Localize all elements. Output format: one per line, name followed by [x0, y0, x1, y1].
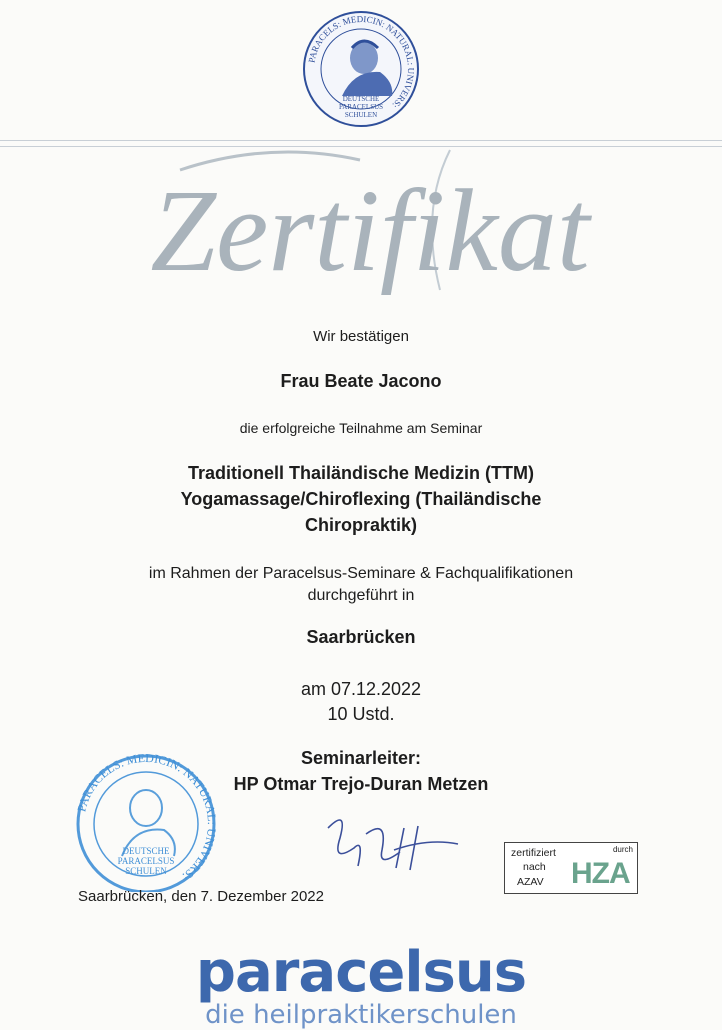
- seminar-date: am 07.12.2022: [300, 679, 422, 699]
- seminar-line-1: Traditionell Thailändische Medizin (TTM): [187, 463, 535, 483]
- cert-line-3: AZAV: [517, 876, 544, 888]
- seal-ring-text: PARACELS: MEDICIN: NATURAL: UNIVERS:: [306, 13, 417, 111]
- leader-name: HP Otmar Trejo-Duran Metzen: [233, 774, 489, 794]
- location: Saarbrücken: [306, 627, 416, 647]
- paracelsus-seal: [302, 10, 420, 128]
- intro-text: Wir bestätigen: [313, 328, 409, 345]
- seminar-title: [0, 460, 722, 538]
- cert-line-1: zertifiziert: [511, 847, 556, 859]
- place-date: Saarbrücken, den 7. Dezember 2022: [78, 888, 324, 905]
- title-text: Zertifikat: [150, 165, 590, 296]
- seminar-hours: 10 Ustd.: [327, 704, 395, 724]
- seal-line-1: DEUTSCHE: [342, 95, 380, 103]
- seal-line-2: PARACELSUS: [338, 103, 384, 111]
- stamp-line-3: SCHULEN: [125, 866, 167, 876]
- context-line-2: durchgeführt in: [307, 587, 415, 604]
- certificate-title: [120, 130, 620, 330]
- cert-durch: durch: [612, 845, 633, 854]
- date-block: [0, 677, 722, 727]
- cert-line-2: nach: [523, 861, 546, 873]
- hza-logo: HZA: [571, 857, 630, 890]
- school-stamp: [62, 752, 230, 892]
- context-line-1: im Rahmen der Paracelsus-Seminare & Fachqualifikationen: [148, 565, 574, 582]
- stamp-ring-text: PARACELS: MEDICIN: NATURAL: UNIVERS:: [74, 752, 220, 884]
- stamp-line-1: DEUTSCHE: [122, 846, 170, 856]
- stamp-line-2: PARACELSUS: [117, 856, 175, 866]
- seminar-line-2: Yogamassage/Chiroflexing (Thailändische: [180, 489, 542, 509]
- recipient-name: Frau Beate Jacono: [280, 371, 442, 391]
- signature: [318, 808, 468, 878]
- azav-certification-badge: [504, 842, 638, 894]
- leader-label: Seminarleiter:: [300, 748, 422, 768]
- brand-logo: paracelsus: [195, 940, 527, 1005]
- seminar-line-3: Chiropraktik): [304, 515, 418, 535]
- brand-subtitle: die heilpraktikerschulen: [205, 1000, 517, 1030]
- seal-line-3: SCHULEN: [344, 111, 378, 119]
- context-text: [0, 563, 722, 607]
- participation-text: die erfolgreiche Teilnahme am Seminar: [239, 420, 483, 436]
